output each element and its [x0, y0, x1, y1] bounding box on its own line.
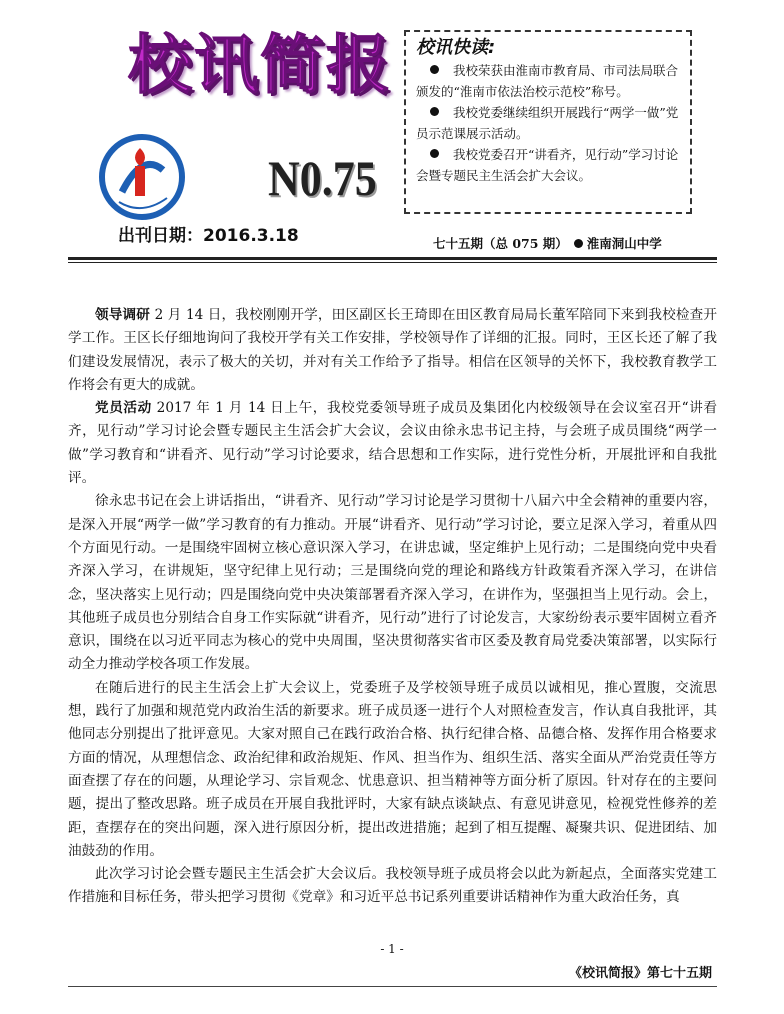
news-item: 我校党委继续组织开展践行“两学一做”党员示范课展示活动。 — [416, 105, 679, 141]
bullet-icon — [574, 239, 583, 248]
news-box-heading: 校讯快读: — [416, 37, 496, 58]
newsletter-title: 校讯简报 — [128, 29, 392, 103]
page-number: - 1 - — [380, 942, 404, 956]
paragraph: 此次学习讨论会暨专题民主生活会扩大会议后。我校领导班子成员将会以此为新起点，全面落实党建工作措施和目标任务，带头把学习贯彻《党章》和习近平总书记系列重要讲话精神作为重大政治任务，真 — [68, 866, 717, 906]
news-quick-read-box — [404, 30, 692, 214]
paragraph: 党员活动 2017 年 1 月 14 日上午，我校党委领导班子成员及集团化内校级领导在会议室召开“讲看齐，见行动”学习讨论会暨专题民主生活会扩大会议，会议由徐永忠书记主持，与会班子成员围绕“两学一做”学习教育和“讲看齐、见行动”学习讨论要求，结合思想和工作实际，进行党性分析，开展批评和自我批评。 — [68, 400, 718, 487]
section-lead: 领导调研 — [95, 307, 151, 323]
news-item: 我校党委召开“讲看齐，见行动”学习讨论会暨专题民主生活会扩大会议。 — [416, 147, 679, 183]
header-divider-thin — [68, 262, 717, 263]
bullet-icon — [430, 149, 439, 158]
section-lead: 党员活动 — [95, 400, 152, 417]
footer-title: 《校讯简报》第七十五期 — [568, 966, 712, 981]
paragraph: 徐永忠书记在会上讲话指出，“讲看齐、见行动”学习讨论是学习贯彻十八届六中全会精神的重要内容，是深入开展“两学一做”学习教育的有力推动。开展“讲看齐、见行动”学习讨论，要立足深入学习，着重从四个方面见行动。一是围绕牢固树立核心意识深入学习，在讲忠诚，坚定维护上见行动；二是围绕向党中央看齐深入学习，在讲规矩，坚守纪律上见行动；三是围绕向党的理论和路线方针政策看齐深入学习，在讲信念，坚决落实上见行动；四是围绕向党中央决策部署看齐深入学习，在讲作为，坚强担当上见行动。会上，其他班子成员也分别结合自身工作实际就“讲看齐，见行动”进行了讨论发言，大家纷纷表示要牢固树立看齐意识，围绕在以习近平同志为核心的党中央周围，坚决贯彻落实省市区委及教育局党委决策部署，以实际行动全力推动学校各项工作发展。 — [68, 493, 717, 673]
bullet-icon — [430, 65, 439, 74]
school-logo-icon — [97, 132, 187, 222]
issue-info: 七十五期（总 075 期） — [433, 236, 568, 251]
publication-date: 出刊日期：2016.3.18 — [118, 226, 299, 246]
paragraph: 领导调研 2 月 14 日，我校刚刚开学，田区副区长王琦即在田区教育局局长董军陪同下来到我校检查开学工作。王区长仔细地询问了我校开学有关工作安排，学校领导作了详细的汇报。同时，王区长还了解了我们建设发展情况，表示了极大的关切，并对有关工作给予了指导。相信在区领导的关怀下，我校教育教学工作将会有更大的成就。 — [68, 307, 718, 393]
paragraph: 在随后进行的民主生活会上扩大会议上，党委班子及学校领导班子成员以诚相见，推心置腹，交流思想，践行了加强和规范党内政治生活的新要求。班子成员逐一进行个人对照检查发言，作认真自我批评，其他同志分别提出了批评意见。大家对照自己在践行政治合格、执行纪律合格、品德合格、发挥作用合格要求方面的情况，从理想信念、政治纪律和政治规矩、作风、担当作为、组织生活、落实全面从严治党责任等方面查摆了存在的问题，从理论学习、宗旨观念、忧患意识、担当精神等方面分析了原因。针对存在的主要问题，提出了整改思路。班子成员在开展自我批评时，大家有缺点谈缺点、有意见讲意见，检视党性修养的差距，查摆存在的突出问题，深入进行原因分析，提出改进措施；起到了相互提醒、凝聚共识、促进团结、加油鼓劲的作用。 — [68, 679, 717, 859]
issue-number: N0.75 — [268, 150, 377, 206]
bullet-icon — [430, 107, 439, 116]
article-body — [68, 304, 717, 910]
news-item: 我校荣获由淮南市教育局、市司法局联合颁发的“淮南市依法治校示范校”称号。 — [416, 63, 679, 99]
issue-info-line — [433, 234, 662, 252]
school-name: 淮南洞山中学 — [586, 236, 662, 251]
header-divider — [68, 257, 717, 260]
footer-divider — [68, 986, 717, 987]
masthead — [0, 0, 784, 265]
